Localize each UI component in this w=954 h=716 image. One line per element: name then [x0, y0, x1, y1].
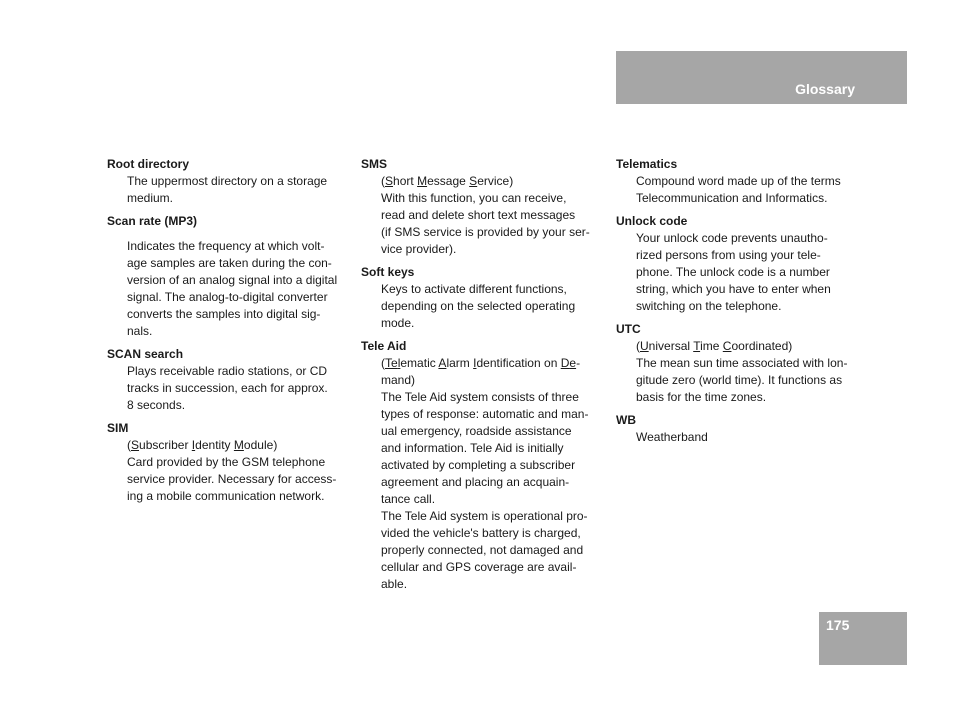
glossary-definition [616, 173, 861, 207]
definition-line: tracks in succession, each for approx. [127, 381, 328, 395]
definition-line: signal. The analog-to-digital converter [127, 290, 328, 304]
definition-line: converts the samples into digital sig- [127, 307, 321, 321]
glossary-term: Telematics [616, 157, 678, 171]
definition-line: Weatherband [636, 430, 708, 444]
definition-line: tance call. [381, 492, 436, 506]
definition-line: service provider. Necessary for access- [127, 472, 337, 486]
definition-line: ual emergency, roadside assistance [381, 424, 572, 438]
definition-line: (Telematic Alarm Identification on De- [381, 356, 581, 370]
definition-line: nals. [127, 324, 153, 338]
definition-line: properly connected, not damaged and [381, 543, 584, 557]
definition-line: (Universal Time Coordinated) [636, 339, 793, 353]
glossary-term: Scan rate (MP3) [107, 214, 198, 228]
page-title: Glossary [795, 81, 855, 97]
glossary-definition [616, 230, 861, 315]
definition-line: ing a mobile communication network. [127, 489, 325, 503]
definition-line: The Tele Aid system consists of three [381, 390, 579, 404]
glossary-entry [107, 346, 352, 414]
definition-line: Compound word made up of the terms [636, 174, 841, 188]
definition-line: mand) [381, 373, 416, 387]
definition-line: medium. [127, 191, 174, 205]
glossary-column-1 [107, 156, 352, 511]
glossary-entry [616, 412, 861, 446]
glossary-column-2 [361, 156, 606, 599]
glossary-entry [616, 213, 861, 315]
glossary-definition [107, 173, 352, 207]
definition-line: Indicates the frequency at which volt- [127, 239, 325, 253]
glossary-column-3 [616, 156, 861, 452]
header-bar [616, 51, 907, 104]
definition-line: vice provider). [381, 242, 457, 256]
definition-line: depending on the selected operating [381, 299, 576, 313]
definition-line: version of an analog signal into a digital [127, 273, 338, 287]
definition-line: string, which you have to enter when [636, 282, 831, 296]
glossary-term: WB [616, 413, 636, 427]
glossary-definition [107, 238, 352, 340]
definition-line: agreement and placing an acquain- [381, 475, 570, 489]
definition-line: The mean sun time associated with lon- [636, 356, 848, 370]
definition-line: mode. [381, 316, 415, 330]
glossary-entry [107, 156, 352, 207]
glossary-entry [107, 213, 352, 340]
definition-line: switching on the telephone. [636, 299, 782, 313]
glossary-entry [107, 420, 352, 505]
definition-line: The Tele Aid system is operational pro- [381, 509, 588, 523]
definition-line: read and delete short text messages [381, 208, 576, 222]
glossary-entry [616, 156, 861, 207]
glossary-entry [616, 321, 861, 406]
definition-line: Card provided by the GSM telephone [127, 455, 326, 469]
glossary-definition [107, 437, 352, 505]
definition-line: gitude zero (world time). It functions as [636, 373, 843, 387]
glossary-term: Root directory [107, 157, 190, 171]
definition-line: activated by completing a subscriber [381, 458, 576, 472]
glossary-term: Unlock code [616, 214, 688, 228]
glossary-definition [361, 355, 606, 593]
page-number: 175 [826, 617, 850, 633]
glossary-definition [361, 281, 606, 332]
glossary-term: SCAN search [107, 347, 184, 361]
glossary-term: SIM [107, 421, 129, 435]
glossary-definition [616, 429, 861, 446]
definition-line: age samples are taken during the con- [127, 256, 332, 270]
definition-line: The uppermost directory on a storage [127, 174, 328, 188]
glossary-entry [361, 156, 606, 258]
definition-line: 8 seconds. [127, 398, 186, 412]
definition-line: types of response: automatic and man- [381, 407, 589, 421]
glossary-term: UTC [616, 322, 641, 336]
definition-line: Telecommunication and Informatics. [636, 191, 828, 205]
definition-line: and information. Tele Aid is initially [381, 441, 564, 455]
definition-line: Plays receivable radio stations, or CD [127, 364, 328, 378]
definition-line: (Subscriber Identity Module) [127, 438, 278, 452]
glossary-definition [616, 338, 861, 406]
glossary-term: Soft keys [361, 265, 415, 279]
glossary-term: Tele Aid [361, 339, 407, 353]
definition-line: (Short Message Service) [381, 174, 514, 188]
definition-line: vided the vehicle's battery is charged, [381, 526, 581, 540]
glossary-term: SMS [361, 157, 388, 171]
definition-line: basis for the time zones. [636, 390, 767, 404]
definition-line: With this function, you can receive, [381, 191, 567, 205]
glossary-entry [361, 338, 606, 593]
definition-line: rized persons from using your tele- [636, 248, 821, 262]
definition-line: cellular and GPS coverage are avail- [381, 560, 577, 574]
definition-line: phone. The unlock code is a number [636, 265, 830, 279]
glossary-definition [361, 173, 606, 258]
definition-line: Your unlock code prevents unautho- [636, 231, 828, 245]
glossary-definition [107, 363, 352, 414]
definition-line: (if SMS service is provided by your ser- [381, 225, 590, 239]
page-number-box [819, 612, 907, 665]
definition-line: able. [381, 577, 408, 591]
definition-line: Keys to activate different functions, [381, 282, 567, 296]
glossary-entry [361, 264, 606, 332]
